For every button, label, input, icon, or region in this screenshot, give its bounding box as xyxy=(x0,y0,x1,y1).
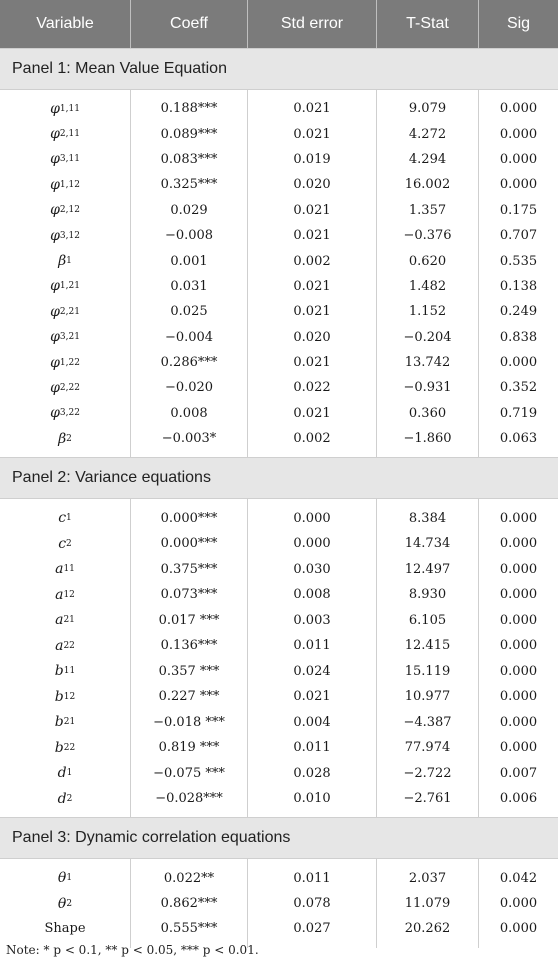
std-error-cell: 0.021 xyxy=(293,278,331,294)
coeff-cell: 0.188*** xyxy=(160,101,218,117)
header-sig: Sig xyxy=(506,15,531,32)
std-error-cell: 0.011 xyxy=(293,870,331,886)
sig-cell: 0.000 xyxy=(499,612,538,628)
variable-cell xyxy=(0,96,130,121)
coeff-cell: 0.136*** xyxy=(160,638,218,654)
sig-cell: 0.000 xyxy=(499,177,538,193)
variable-cell xyxy=(0,684,130,710)
std-error-cell: 0.078 xyxy=(293,896,331,912)
variable-symbol: a xyxy=(55,586,64,603)
sig-cell: 0.006 xyxy=(499,791,538,807)
variable-cell xyxy=(0,582,130,608)
variable-cell xyxy=(0,426,130,451)
variable-symbol: φ xyxy=(50,227,60,244)
variable-symbol: φ xyxy=(50,354,60,371)
variable-symbol: d xyxy=(57,790,67,807)
sig-cell: 0.000 xyxy=(499,689,538,705)
column-std-error xyxy=(248,859,377,947)
t-stat-cell: 0.620 xyxy=(408,253,447,269)
variable-subscript: 2,11 xyxy=(59,129,80,140)
sig-cell: 0.042 xyxy=(499,870,538,886)
panel-title: Panel 3: Dynamic correlation equations xyxy=(0,817,558,859)
std-error-cell: 0.021 xyxy=(293,101,331,117)
variable-subscript: 2 xyxy=(66,898,73,909)
std-error-cell: 0.021 xyxy=(293,202,331,218)
t-stat-cell: 1.152 xyxy=(408,304,447,320)
std-error-cell: 0.019 xyxy=(293,151,331,167)
t-stat-cell: 11.079 xyxy=(404,896,451,912)
column-std-error xyxy=(248,499,377,817)
variable-cell xyxy=(0,505,130,531)
sig-cell: 0.707 xyxy=(499,228,538,244)
std-error-cell: 0.021 xyxy=(293,355,331,371)
variable-cell xyxy=(0,198,130,223)
sig-cell: 0.000 xyxy=(499,510,538,526)
coeff-cell: 0.375*** xyxy=(160,561,218,577)
std-error-cell: 0.000 xyxy=(293,536,331,552)
sig-cell: 0.535 xyxy=(499,253,538,269)
column-variable xyxy=(0,90,131,457)
std-error-cell: 0.002 xyxy=(293,431,331,447)
variable-subscript: 3,22 xyxy=(59,408,80,419)
std-error-cell: 0.002 xyxy=(293,253,331,269)
sig-cell: 0.000 xyxy=(499,101,538,117)
coeff-cell: 0.819 *** xyxy=(158,740,220,756)
variable-symbol: φ xyxy=(50,126,60,143)
sig-cell: 0.838 xyxy=(499,329,538,345)
std-error-cell: 0.024 xyxy=(293,663,331,679)
variable-subscript: 1,22 xyxy=(59,357,80,368)
coeff-cell: 0.286*** xyxy=(160,355,218,371)
t-stat-cell: 12.415 xyxy=(404,638,451,654)
variable-subscript: 22 xyxy=(63,742,76,753)
column-t-stat xyxy=(377,90,479,457)
coeff-cell: −0.003* xyxy=(161,431,217,447)
coeff-cell: 0.022** xyxy=(163,870,215,886)
variable-cell xyxy=(0,786,130,812)
variable-subscript: 2,22 xyxy=(59,382,80,393)
variable-symbol: φ xyxy=(50,405,60,422)
column-variable xyxy=(0,859,131,947)
t-stat-cell: −4.387 xyxy=(403,714,452,730)
variable-symbol: Shape xyxy=(44,921,86,937)
variable-cell xyxy=(0,891,130,916)
sig-cell: 0.000 xyxy=(499,587,538,603)
coeff-cell: −0.018 *** xyxy=(153,714,225,730)
variable-subscript: 2,12 xyxy=(59,205,80,216)
variable-subscript: 1,11 xyxy=(59,103,80,114)
column-coeff xyxy=(131,90,248,457)
std-error-cell: 0.020 xyxy=(293,329,331,345)
t-stat-cell: −0.204 xyxy=(403,329,452,345)
std-error-cell: 0.004 xyxy=(293,714,331,730)
variable-symbol: b xyxy=(54,739,64,756)
t-stat-cell: 77.974 xyxy=(404,740,451,756)
variable-cell xyxy=(0,865,130,890)
coeff-cell: 0.000*** xyxy=(160,510,218,526)
variable-cell xyxy=(0,147,130,172)
variable-subscript: 12 xyxy=(63,691,76,702)
t-stat-cell: −1.860 xyxy=(403,431,452,447)
coeff-cell: 0.555*** xyxy=(160,921,218,937)
panels-container xyxy=(0,48,558,948)
variable-cell xyxy=(0,916,130,941)
t-stat-cell: 13.742 xyxy=(404,355,451,371)
variable-subscript: 1,21 xyxy=(59,281,80,292)
variable-cell xyxy=(0,248,130,273)
variable-cell xyxy=(0,299,130,324)
sig-cell: 0.000 xyxy=(499,638,538,654)
variable-symbol: φ xyxy=(50,151,60,168)
header-t-stat: T-Stat xyxy=(377,0,479,48)
sig-cell: 0.000 xyxy=(499,561,538,577)
table-header xyxy=(0,0,558,48)
sig-cell: 0.000 xyxy=(499,740,538,756)
t-stat-cell: 2.037 xyxy=(408,870,447,886)
t-stat-cell: 10.977 xyxy=(404,689,451,705)
variable-cell xyxy=(0,121,130,146)
variable-subscript: 2 xyxy=(66,433,72,444)
coeff-cell: 0.089*** xyxy=(160,126,218,142)
sig-cell: 0.000 xyxy=(499,663,538,679)
column-coeff xyxy=(131,499,248,817)
variable-symbol: b xyxy=(54,714,64,731)
variable-subscript: 2 xyxy=(66,793,73,804)
sig-cell: 0.175 xyxy=(499,202,538,218)
variable-cell xyxy=(0,735,130,761)
t-stat-cell: 9.079 xyxy=(408,101,447,117)
column-std-error xyxy=(248,90,377,457)
t-stat-cell: 4.272 xyxy=(408,126,447,142)
std-error-cell: 0.011 xyxy=(293,740,331,756)
std-error-cell: 0.020 xyxy=(293,177,331,193)
variable-cell xyxy=(0,375,130,400)
column-sig xyxy=(479,499,558,817)
variable-cell xyxy=(0,350,130,375)
variable-symbol: θ xyxy=(57,870,67,887)
variable-symbol: β xyxy=(58,430,67,447)
variable-subscript: 11 xyxy=(63,564,75,575)
variable-cell xyxy=(0,658,130,684)
header-coeff: Coeff xyxy=(131,0,248,48)
variable-subscript: 2,21 xyxy=(59,306,80,317)
sig-cell: 0.007 xyxy=(499,765,538,781)
panel-title: Panel 1: Mean Value Equation xyxy=(0,48,558,90)
variable-symbol: c xyxy=(58,510,67,527)
std-error-cell: 0.028 xyxy=(293,765,331,781)
coeff-cell: −0.020 xyxy=(164,380,214,396)
coeff-cell: −0.075 *** xyxy=(153,765,225,781)
variable-symbol: a xyxy=(55,612,64,629)
variable-symbol: a xyxy=(55,637,64,654)
variable-symbol: φ xyxy=(50,202,60,219)
variable-cell xyxy=(0,274,130,299)
variable-cell xyxy=(0,556,130,582)
coeff-cell: −0.008 xyxy=(164,228,214,244)
variable-symbol: φ xyxy=(50,303,60,320)
panel-body xyxy=(0,499,558,817)
header-std-error: Std error xyxy=(248,0,377,48)
variable-cell xyxy=(0,607,130,633)
sig-cell: 0.719 xyxy=(499,405,538,421)
t-stat-cell: 0.360 xyxy=(408,405,447,421)
variable-subscript: 21 xyxy=(63,717,76,728)
sig-cell: 0.352 xyxy=(499,380,538,396)
coeff-cell: 0.227 *** xyxy=(158,689,220,705)
variable-symbol: b xyxy=(54,663,64,680)
t-stat-cell: 1.357 xyxy=(408,202,447,218)
t-stat-cell: 16.002 xyxy=(404,177,451,193)
sig-cell: 0.138 xyxy=(499,278,538,294)
variable-symbol: φ xyxy=(50,278,60,295)
variable-cell xyxy=(0,223,130,248)
variable-cell xyxy=(0,760,130,786)
panel-body xyxy=(0,859,558,947)
std-error-cell: 0.027 xyxy=(293,921,331,937)
coeff-cell: −0.004 xyxy=(164,329,214,345)
coeff-cell: 0.031 xyxy=(170,278,208,294)
coeff-cell: 0.357 *** xyxy=(158,663,220,679)
sig-cell: 0.000 xyxy=(499,355,538,371)
std-error-cell: 0.000 xyxy=(293,510,331,526)
header-variable: Variable xyxy=(0,0,131,48)
variable-cell xyxy=(0,325,130,350)
sig-cell: 0.000 xyxy=(499,126,538,142)
column-coeff xyxy=(131,859,248,947)
variable-symbol: b xyxy=(54,688,64,705)
variable-subscript: 1 xyxy=(66,768,73,779)
variable-subscript: 1 xyxy=(66,256,72,267)
std-error-cell: 0.021 xyxy=(293,405,331,421)
variable-cell xyxy=(0,401,130,426)
panel-title: Panel 2: Variance equations xyxy=(0,457,558,499)
coeff-cell: 0.862*** xyxy=(160,896,218,912)
std-error-cell: 0.008 xyxy=(293,587,331,603)
variable-subscript: 3,12 xyxy=(59,230,80,241)
sig-cell: 0.000 xyxy=(499,151,538,167)
t-stat-cell: 12.497 xyxy=(404,561,451,577)
sig-cell: 0.249 xyxy=(499,304,538,320)
variable-subscript: 11 xyxy=(63,666,76,677)
variable-subscript: 12 xyxy=(63,589,75,600)
variable-subscript: 3,21 xyxy=(59,332,80,343)
coeff-cell: −0.028*** xyxy=(155,791,223,807)
variable-subscript: 21 xyxy=(63,615,75,626)
coeff-cell: 0.008 xyxy=(170,405,208,421)
column-t-stat xyxy=(377,859,479,947)
t-stat-cell: −2.761 xyxy=(403,791,452,807)
t-stat-cell: 6.105 xyxy=(408,612,447,628)
variable-subscript: 1 xyxy=(66,873,73,884)
t-stat-cell: −0.376 xyxy=(403,228,452,244)
std-error-cell: 0.021 xyxy=(293,304,331,320)
column-variable xyxy=(0,499,131,817)
column-sig xyxy=(479,90,558,457)
sig-cell: 0.000 xyxy=(499,714,538,730)
variable-symbol: c xyxy=(58,535,67,552)
coeff-cell: 0.001 xyxy=(170,253,208,269)
column-t-stat xyxy=(377,499,479,817)
variable-cell xyxy=(0,633,130,659)
variable-symbol: β xyxy=(58,253,67,270)
std-error-cell: 0.003 xyxy=(293,612,331,628)
sig-cell: 0.063 xyxy=(499,431,538,447)
variable-symbol: φ xyxy=(50,329,60,346)
std-error-cell: 0.010 xyxy=(293,791,331,807)
std-error-cell: 0.021 xyxy=(293,228,331,244)
t-stat-cell: 1.482 xyxy=(408,278,447,294)
variable-subscript: 3,11 xyxy=(59,154,80,165)
coeff-cell: 0.029 xyxy=(170,202,208,218)
variable-subscript: 1 xyxy=(66,513,72,524)
coeff-cell: 0.083*** xyxy=(160,151,218,167)
variable-cell xyxy=(0,172,130,197)
variable-symbol: d xyxy=(57,765,67,782)
sig-cell: 0.000 xyxy=(499,921,538,937)
std-error-cell: 0.022 xyxy=(293,380,331,396)
variable-symbol: φ xyxy=(50,379,60,396)
t-stat-cell: −2.722 xyxy=(403,765,452,781)
t-stat-cell: −0.931 xyxy=(403,380,452,396)
coeff-cell: 0.000*** xyxy=(160,536,218,552)
coeff-cell: 0.017 *** xyxy=(158,612,220,628)
t-stat-cell: 15.119 xyxy=(404,663,451,679)
t-stat-cell: 20.262 xyxy=(404,921,451,937)
t-stat-cell: 8.930 xyxy=(408,587,447,603)
std-error-cell: 0.021 xyxy=(293,126,331,142)
coeff-cell: 0.025 xyxy=(170,304,208,320)
sig-cell: 0.000 xyxy=(499,896,538,912)
t-stat-cell: 4.294 xyxy=(408,151,447,167)
std-error-cell: 0.011 xyxy=(293,638,331,654)
std-error-cell: 0.030 xyxy=(293,561,331,577)
variable-symbol: a xyxy=(55,561,64,578)
table-note: Note: * p < 0.1, ** p < 0.05, *** p < 0.01. xyxy=(6,943,259,957)
variable-subscript: 1,12 xyxy=(59,179,80,190)
variable-subscript: 2 xyxy=(66,538,72,549)
variable-cell xyxy=(0,709,130,735)
std-error-cell: 0.021 xyxy=(293,689,331,705)
variable-symbol: φ xyxy=(50,176,60,193)
sig-cell: 0.000 xyxy=(499,536,538,552)
panel-body xyxy=(0,90,558,457)
variable-subscript: 22 xyxy=(63,640,75,651)
coeff-cell: 0.325*** xyxy=(160,177,218,193)
t-stat-cell: 8.384 xyxy=(408,510,447,526)
variable-cell xyxy=(0,531,130,557)
t-stat-cell: 14.734 xyxy=(404,536,451,552)
column-sig xyxy=(479,859,558,947)
variable-symbol: φ xyxy=(50,100,60,117)
coeff-cell: 0.073*** xyxy=(160,587,218,603)
variable-symbol: θ xyxy=(57,895,67,912)
